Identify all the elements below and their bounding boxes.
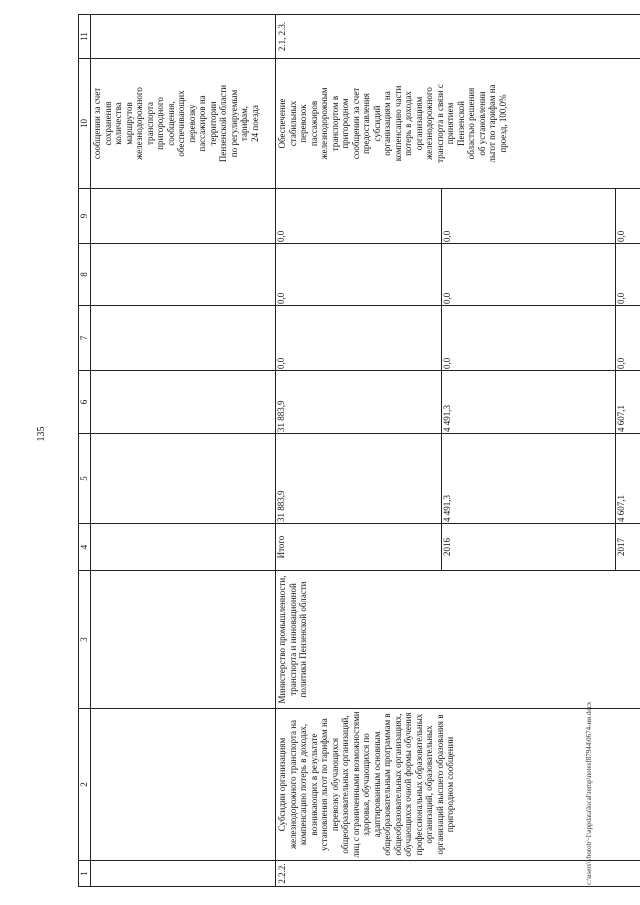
col-num-3: 3 bbox=[79, 571, 91, 709]
column-number-row bbox=[79, 15, 91, 887]
col9-2017: 0,0 bbox=[616, 189, 640, 243]
col8-2017: 0,0 bbox=[616, 244, 640, 305]
col-num-4: 4 bbox=[79, 524, 91, 571]
col7-2017: 0,0 bbox=[616, 306, 640, 370]
program-table bbox=[78, 14, 640, 887]
col-num-1: 1 bbox=[79, 861, 91, 887]
col-num-6: 6 bbox=[79, 371, 91, 434]
years-subtable bbox=[276, 524, 640, 570]
row-indicator-ref: 2.1, 2.3. bbox=[276, 15, 640, 59]
col-num-10: 10 bbox=[79, 59, 91, 189]
continuation-result-text: сообщении за счет сохранения количества маршрутов железнодорожного транспорта пригородного сообщения, обеспечивающих перевозку пассажиров на территории Пензенской области по регулируемым тарифам, 24 поезда bbox=[91, 59, 276, 189]
col8-subtable bbox=[276, 244, 640, 305]
col-num-9: 9 bbox=[79, 189, 91, 244]
year-2016: 2016 bbox=[442, 524, 616, 570]
col5-2017: 4 607,1 bbox=[616, 434, 640, 523]
rotated-table-container bbox=[78, 15, 627, 887]
page-number: 135 bbox=[36, 426, 47, 442]
col5-2016: 4 491,3 bbox=[442, 434, 616, 523]
row-number: 2.2.2. bbox=[276, 861, 640, 887]
col9-total: 0,0 bbox=[276, 189, 442, 243]
col7-subtable bbox=[276, 306, 640, 370]
col9-subtable bbox=[276, 189, 640, 243]
col-num-5: 5 bbox=[79, 434, 91, 524]
col5-subtable bbox=[276, 434, 640, 523]
footer-file-path: c:\users\vborob~1\appdata\local\temp\notesf87944\0674-ии.docx bbox=[585, 701, 593, 885]
col-num-8: 8 bbox=[79, 244, 91, 306]
col-num-7: 7 bbox=[79, 306, 91, 371]
continuation-row bbox=[91, 15, 276, 887]
col6-2017: 4 607,1 bbox=[616, 371, 640, 433]
col6-2016: 4 491,3 bbox=[442, 371, 616, 433]
row-result-text: Обеспечение стабильных перевозок пассажиров железнодорожным транспортом в пригородном сообщении за счет предоставления субсидий организациям на компенсацию части потерь в доходах организациям железнодорожного транспорта в связи с принятием Пензенской областью решения об установлении льгот по тарифам на проезд, 100,0% bbox=[276, 59, 640, 189]
col-num-11: 11 bbox=[79, 15, 91, 59]
col-num-2: 2 bbox=[79, 709, 91, 861]
row-description: Субсидии организациям железнодорожного транспорта на компенсацию потерь в доходах, возникающих в результате установления льгот по тарифам на перевозку обучающихся общеобразовательных организаций, лиц с ограниченными возможностями здоровья, обучающихся по адаптированным основным общеобразовательным программам в общеобразовательных организациях, обучающихся очной формы обучения профессиональных образовательных организаций, образовательных организаций высшего образования в пригородном сообщении bbox=[276, 709, 640, 861]
col7-2016: 0,0 bbox=[442, 306, 616, 370]
col6-subtable bbox=[276, 371, 640, 433]
col7-total: 0,0 bbox=[276, 306, 442, 370]
year-2017: 2017 bbox=[616, 524, 640, 570]
col8-2016: 0,0 bbox=[442, 244, 616, 305]
col6-total: 31 883,9 bbox=[276, 371, 442, 433]
col9-2016: 0,0 bbox=[442, 189, 616, 243]
col8-total: 0,0 bbox=[276, 244, 442, 305]
year-total: Итого bbox=[276, 524, 442, 570]
row-executor: Министерство промышленности, транспорта и инновационной политики Пензенской области bbox=[276, 571, 640, 709]
col5-total: 31 883,9 bbox=[276, 434, 442, 523]
